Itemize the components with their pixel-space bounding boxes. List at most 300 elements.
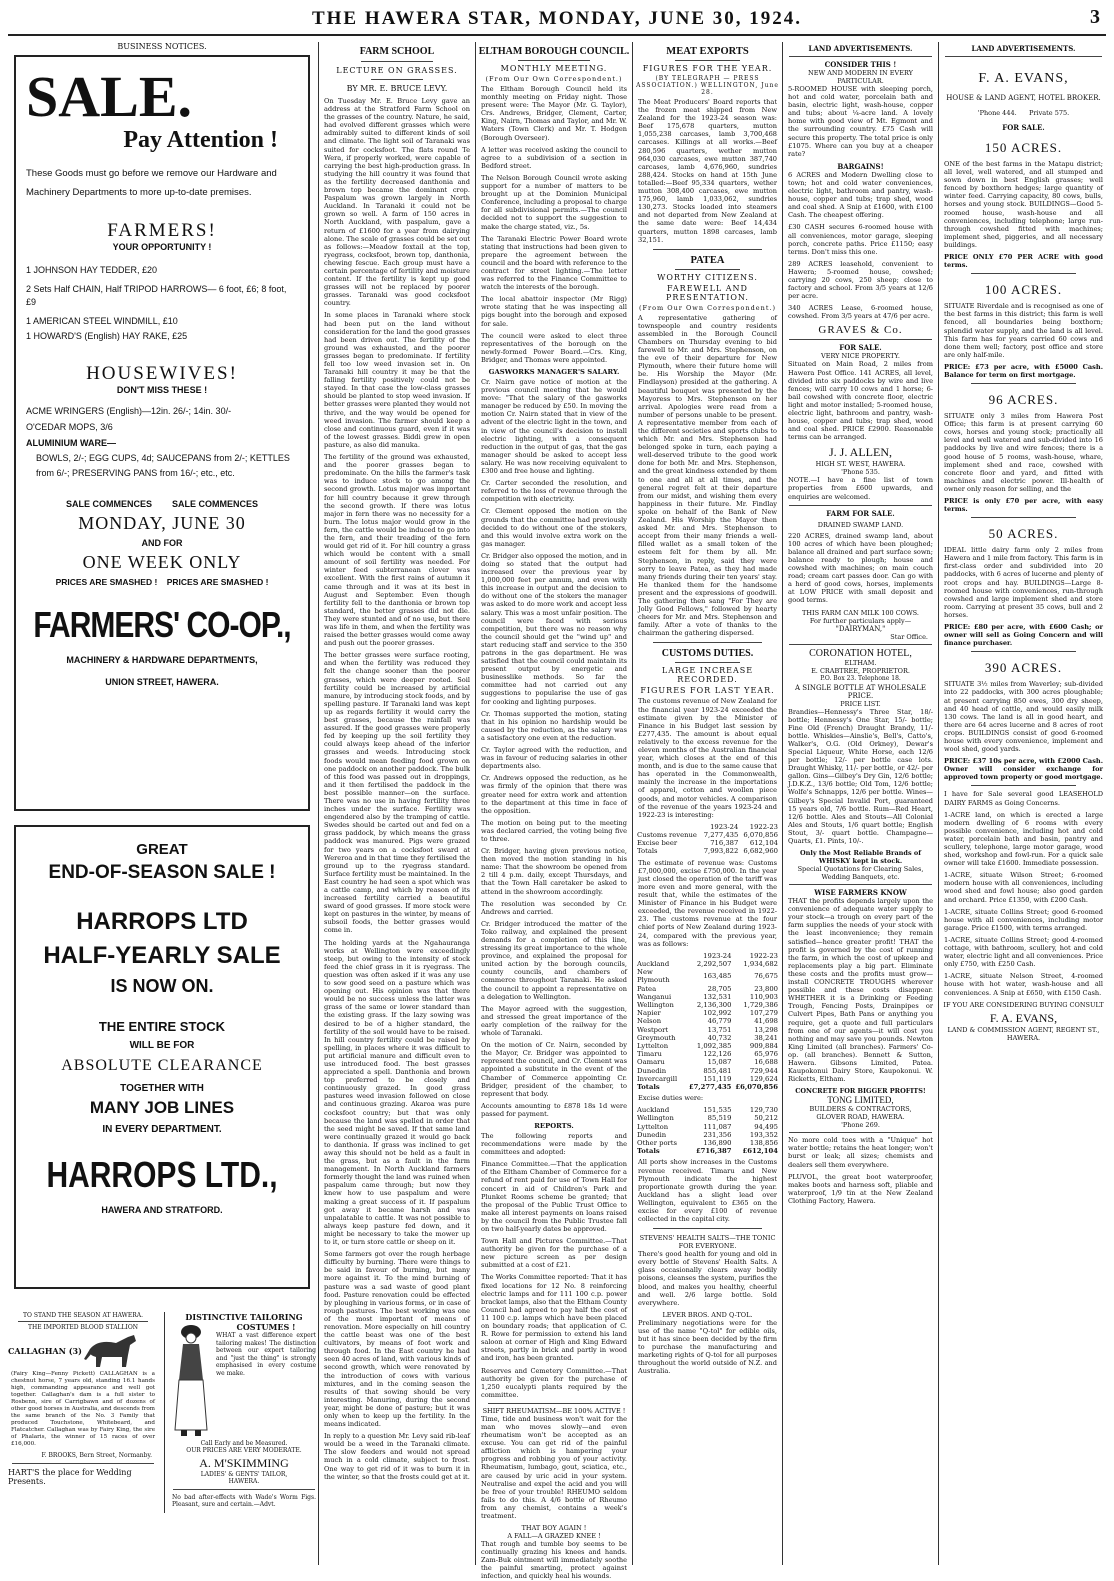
table-cell-label: Auckland xyxy=(637,1106,670,1115)
table-cell-label: Westport xyxy=(637,1025,669,1034)
page-number: 3 xyxy=(1090,6,1100,28)
farm-listing xyxy=(941,392,1106,518)
article-paragraph: Cr. Bridger introduced the matter of the Toko railway, and explained the present demands for a completion of this line, stressing its great importance to the whole province, and explained the proposal for united action by the borough councils, county councils, and chambers of commerce throughout Taranaki. He asked the council to appoint a representative on a delegation to Wellington. xyxy=(481,919,627,1001)
eltham-council-column xyxy=(478,42,630,1581)
sale-date: MONDAY, JUNE 30 xyxy=(78,513,246,533)
article-paragraph: The better grasses were surface rooting, and when the fertility was reduced they felt the change sooner than the poorer grasses, which were deeper rooted. Soil fertility could be increased by artificial manure, by introducing stock foods, and by spelling pasture. If Taranaki land was kept up as regards fertility it would carry the best grasses, because the rainfall was assured. If the good grasses were properly fed by keeping up the soil fertility they could always keep ahead of the inferior grasses and weeds. Introducing stock foods would mean feeding food grown on one paddock on another paddock. The bulk of this food was passed out in droppings, and it then fertilised the paddock in the best possible manner—on the surface. There was no use in having fertility three inches under the surface. Fertility was engendered also by the tramping of cattle. Swedes should be carted out and fed on a grass paddock, by which means the grass paddock was manured. Pigs were grazed for two years on a cocksfoot sward at Wereroa and in that time they fertilised the ground up to the ryegrass standard. Surface fertility must be maintained. In the East country he had seen a spot which was a cattle camp, and which by reason of its increased fertility carried a beautiful sward of good grasses. If more stock were kept on pastures in the winter, by means of subsoil foods, the better grasses would come in. xyxy=(324,651,470,935)
subheading: GASWORKS MANAGER'S SALARY. xyxy=(488,368,620,376)
stallion-name: CALLAGHAN (3) xyxy=(8,1346,82,1356)
farm-office: Star Office. xyxy=(890,632,928,641)
article-paragraph: Accounts amounting to £878 18s 1d were passed for payment. xyxy=(481,1101,627,1118)
and-for: AND FOR xyxy=(141,538,183,548)
town-listing: 1-ACRE, situate Wilson Street; 6-roomed modern house with all conveniences, including wood shed and fowl house; also good garden and orchard. Price £1350, with £200 Cash. xyxy=(944,871,1103,904)
farm-heading: FARM FOR SALE. xyxy=(826,508,895,518)
stallion-advert xyxy=(8,1312,158,1486)
pluvol-advert: PLUVOL, the great boot waterproofer, makes boots and harness soft, pliable and waterproof, 1/9 tin at the New Zealand Clothing Factory, Hawera. xyxy=(788,1172,933,1205)
section-label: LAND ADVERTISEMENTS. xyxy=(971,44,1076,53)
harts-advert: HART'S the place for Wedding Presents. xyxy=(8,1468,132,1486)
table-cell-value: 85,519 xyxy=(707,1114,732,1123)
harrops-together: TOGETHER WITH xyxy=(120,1083,204,1094)
article-paragraph: The council were asked to elect three representatives of the borough on the newly-formed Power Board.—Crs. King, Bridger, and Thomas were appointed. xyxy=(481,331,627,364)
farmers-item: 1 AMERICAN STEEL WINDMILL, £10 xyxy=(26,316,178,326)
table-cell-value: 1,934,682 xyxy=(743,959,778,968)
bargain-item: 340 ACRES Lease, 6-roomed house, cowshed. From 3/5 years at 47/6 per acre. xyxy=(788,304,933,321)
table-cell-value: 38,241 xyxy=(754,1033,778,1042)
customs-text: The customs revenue of New Zealand for the financial year 1923-24 exceeded the estimate given by the Minister of Finance in his Budget last session by £277,435. The amount is about equal relatively to the excess revenue for the eleven months of the Australian financial year, which closes at the end of this month, and is due to the same cause that has operated in the Commonwealth, mainly the increase in the importations of apparel, cotton and woollen piece goods, and motor vehicles. A comparison of the revenue of the years 1923-24 and 1922-23 is interesting: xyxy=(638,697,777,819)
table-cell-value: 909,884 xyxy=(749,1041,778,1050)
column-divider xyxy=(475,42,476,1565)
pay-attention: Pay Attention ! xyxy=(123,127,278,153)
article-paragraph: Cr. Taylor agreed with the reduction, and was in favour of reducing salaries in other departments also. xyxy=(481,746,627,771)
stallion-imported: THE IMPORTED BLOOD STALLION xyxy=(27,1324,139,1331)
tailoring-call: Call Early and be Measured. xyxy=(200,1440,288,1447)
zambuk-advert: That rough and tumble boy seems to be continually grazing his knees and hands. Zam-Buk ointment will immediately soothe the painful smarting, protect against infection, and quickly heal his wounds. xyxy=(481,1540,627,1581)
allen-agent: J. J. ALLEN, xyxy=(829,445,892,460)
farm-listings xyxy=(941,140,1106,786)
coop-departments: MACHINERY & HARDWARE DEPARTMENTS, xyxy=(66,655,258,665)
table-cell-value: 151,119 xyxy=(703,1074,732,1083)
table-cell-value: 16,688 xyxy=(754,1058,778,1067)
article-paragraph: Cr. Thomas supported the motion, stating that in his opinion no hardship would be caused by the reduction, as the salary was a satisfactory one even at the reduction. xyxy=(481,709,627,742)
listing-acres: 100 ACRES. xyxy=(984,282,1063,298)
table-row: Totals 7,993,822 6,682,960 xyxy=(637,847,778,856)
farmers-coop-advert xyxy=(14,55,310,811)
table-cell-label: Totals xyxy=(637,1147,660,1156)
customs-subtitle-2: FIGURES FOR LAST YEAR. xyxy=(640,686,775,696)
tong-trade: BUILDERS & CONTRACTORS, xyxy=(809,1105,912,1114)
customs-title: CUSTOMS DUTIES. xyxy=(661,648,754,660)
table-cell-label: Napier xyxy=(637,1009,661,1018)
article-title: FARM SCHOOL xyxy=(359,46,435,57)
table-row xyxy=(635,1001,780,1009)
meat-text: The Meat Producers' Board reports that the frozen meat shipped from New Zealand for the 1923-24 season was: Beef 175,678 quarters, mutton 1,055,238 carcases, lamb 3,700,468 carcases. Killings at all works.—Beef 280,596 quarters, wether mutton 964,030 carcases, ewe mutton 387,740 carcases, lamb 4,676,960, sundries 288,424. Stocks on hand at 15th June totalled:—Beef 95,334 quarters, wether mutton 308,400 carcases, ewe mutton 175,960, lamb 1,033,062, sundries 130,273. Stocks loaded into steamers and not departed from New Zealand at the same date were: Beef 14,434 quarters, mutton 1898 carcases, lamb 32,151. xyxy=(638,98,777,244)
table-cell-value: 94,495 xyxy=(754,1122,778,1131)
article-paragraph: The fertility of the ground was exhausted, and the poorer grasses began to predominate. On the hills the farmer's task was to induce stock to go among the second growth. Lotus major was important for hill country because it grew through the second growth. If there was lotus major in fern there was no necessity for a burn. The lotus major would grow in the fern, the cattle would be induced to go into the fern, and their treading of the fern would get rid of it. For hill country a grass which would be content with a small amount of soil fertility was needed. For winter feed subterranean clover was excellent. With the first rains of autumn it came through and it was at its best in August and September. Even though fertility fell to the danthonia or brown top standard, the better grasses did not die. They were stunted and of no use, but there was life in them, and when the fertility was raised the better grasses would come away and push out the poorer grasses. xyxy=(324,453,470,648)
housewives-item: O'CEDAR MOPS, 3/6 xyxy=(26,422,113,432)
patea-subtitle-2: FAREWELL AND PRESENTATION. xyxy=(666,283,749,302)
article-paragraph: In reply to a question Mr. Levy said rib-leaf would be a weed in the Taranaki climate. The slow feeders and would not spread much in a cold climate, subject to frost. One way to get rid of it was to burn it in the winter, so that the frosts could get at it. xyxy=(324,1432,470,1481)
article-paragraph: The holding yards at the Ngahauranga works at Wellington were exceedingly steep, but owing to the intensity of stock feed the chief grass in it is ryegrass. The question was often asked if it was any use to sow good seed on a pasture which was opening out. His opinion was that there would be no success unless the latter was grass of the same or lower standard than the existing grass. If the lazy sowing was desired to be of a higher standard, the fertility of the soil would have to be raised. In hill country fertility could be raised by spelling, in places where it was difficult to put artificial manure and difficult even to use introduced food. The best grasses appreciated a spell. Danthonia and brown top preferred to be closely and continuously grazed. In good grass pastures weed invasion followed on close and continuous grazing. Akaroa was pure cocksfoot country; but that was only because the land was spelled in order that the seed might be saved. If that same land were continually grazed it would go back to danthonia. If grass was inclined to get away this should not be held as a fault in the grass, but as a fault in the farm management. In North Auckland farmers formerly thought the land was ruined when paspalum came through; but now they knew how to use paspalum and were making a great success of it. If paspalum got away it became harsh and was unpalatable to cattle. It was not possible to always keep pasture fed down, and it might be necessary to take the mower up to it, or turn store cattle or sheep on it. xyxy=(324,938,470,1247)
article-paragraph: On the motion of Cr. Nairn, seconded by the Mayor, Cr. Bridger was appointed to represent the council, and Cr. Clement was appointed a substitute in the event of the Chamber of Commerce appointing Cr. Bridger, president of the chamber, to represent that body. xyxy=(481,1041,627,1098)
table-cell-label: Dunedin xyxy=(637,1066,667,1075)
evans-trade-footer: LAND & COMMISSION AGENT, REGENT ST., HAWERA. xyxy=(947,1025,1100,1042)
table-cell-value: 102,992 xyxy=(703,1009,732,1018)
coronation-box: P.O. Box 23. Telephone 18. xyxy=(820,674,901,682)
coop-address: UNION STREET, HAWERA. xyxy=(105,677,219,687)
town-listing: 1-ACRE, situate Collins Street; good 4-roomed cottage, with bathroom, scullery, hot and cold water, electric light and all conveniences. Price only £750, with £250 Cash. xyxy=(944,935,1103,969)
table-cell-value: 76,675 xyxy=(754,972,778,981)
listing-price: PRICE: £37 10s per acre, with £2000 Cash. Owner will consider exchange for approved town property or good mortgage. xyxy=(944,757,1103,782)
consider-heading: CONSIDER THIS ! xyxy=(824,60,897,69)
farm-text: 220 ACRES, drained swamp land, about 100 acres of which have been ploughed; balance all drained and part surface sown; balance ready to plough; house and cowshed with machines; on main couch road; cream cart passes door. Can go with a herd of good cows, horses, implements at LOW PRICE with small deposit and good terms. xyxy=(788,531,933,605)
coronation-name: CORONATION HOTEL, xyxy=(809,647,912,659)
bargain-item: £30 CASH secures 6-roomed house with all conveniences, motor garage, sleeping porch, concrete paths. Price £1150; easy terms. Don't miss this one. xyxy=(788,223,933,256)
table-cell-value: 40,732 xyxy=(707,1033,732,1042)
listing-text: SITUATE only 3 miles from Hawera Post Office; this farm is at present carrying 60 cows, horses and young stock; practically all level and well watered and sub-divided into 16 paddocks by live and wire fences; there is a good house of 5 rooms, wash-house, whare, implement shed and race, cowshed with concrete floor and yard, and fitted with machines and electric power. Ill-health of owner only reason for selling, and the xyxy=(944,412,1103,493)
table-cell-label: Auckland xyxy=(637,959,670,968)
listing-price: PRICE: £73 per acre, with £5000 Cash. Balance for term on first mortgage. xyxy=(944,362,1103,379)
listing-acres: 96 ACRES. xyxy=(988,392,1059,408)
table-cell-label: New Plymouth xyxy=(637,968,670,985)
customs-subtitle: LARGE INCREASE RECORDED. xyxy=(661,666,754,685)
article-paragraph: The Mayor agreed with the suggestion, and stressed the great importance of the early completion of the railway for the whole of Taranaki. xyxy=(481,1004,627,1038)
consider-text: 5-ROOMED HOUSE with sleeping porch, hot and cold water, porcelain bath and basin, electric light, wash-house, copper and tubs; about ¼-acre land. A lovely home with good view of Mt. Egmont and the surrounding country. £75 Cash will secure this property. The total price is only £1075. Where can you buy at a cheaper rate? xyxy=(788,85,933,158)
table-cell-value: 41,698 xyxy=(754,1017,778,1026)
farmers-sub: YOUR OPPORTUNITY ! xyxy=(112,242,212,252)
table-row xyxy=(635,1050,780,1058)
tailor-name: A. M'SKIMMING xyxy=(199,1456,289,1470)
lever-heading: LEVER BROS. AND Q-TOL. xyxy=(662,1310,753,1319)
table-cell-label: Timaru xyxy=(637,1050,662,1059)
town-listings xyxy=(941,811,1106,997)
table-row xyxy=(635,1131,780,1139)
masthead xyxy=(0,0,1114,40)
excise-table xyxy=(635,1106,780,1155)
article-paragraph: Cr. Bridger, having given previous notice, then moved the motion standing in his name: That the showroom be opened from 2 till 4 p.m. daily, except Thursdays, and that the Town Hall caretaker be asked to attend in the showroom accordingly. xyxy=(481,847,627,896)
harrops-will-be: WILL BE FOR xyxy=(129,1040,195,1051)
article-paragraph: The following reports and recommendations were made by the committees and adopted: xyxy=(481,1131,627,1157)
table-cell-value: 855,481 xyxy=(703,1066,732,1075)
table-cell-value: 2,136,300 xyxy=(696,1000,732,1009)
meat-telegraph: (BY TELEGRAPH — PRESS ASSOCIATION.) WELLINGTON, June 28. xyxy=(636,75,779,96)
town-listing: 1-ACRE, situate Nelson Street, 4-roomed house with hot water, wash-house and all conveniences. A Snip at £650, with £150 Cash. xyxy=(944,972,1103,997)
table-cell-value: 193,352 xyxy=(749,1130,778,1139)
table-cell-value: £612,104 xyxy=(742,1147,778,1156)
table-cell-label: Oamaru xyxy=(637,1058,665,1067)
table-cell-value: 15,087 xyxy=(707,1058,732,1067)
housewives-item: ACME WRINGERS (English)—12in. 26/-; 14in. 30/- xyxy=(26,406,232,416)
customs-ports-table: 1923-24 1922-23 Auckland 2,292,507 1,934,682 New Plymouth 163,485 76,675 Patea 28,705 23,800 Wanganui 132,531 110,903 Wellington 2,136,300 1,729,386 Napier 102,992 107,279 Nelson 46,779 41,698 Westport 13,751 13,298 Greymouth 40,732 38,241 Lyttelton 1,092,385 909,884 Timaru 122,126 65,976 Oamaru 15,087 16,688 Dunedin 855,481 729,944 Invercargill 151,119 129,624 Totals £7,277,435 £6,070,856 xyxy=(637,951,778,1091)
wise-text: THAT the profits depends largely upon the convenience of adequate water supply to your stock—a trough on every part of the farm supplies the needs of your stock with the least inconvenience; they remain satisfied—hence greater profit! THAT the profit is governed by the cost of running the farm, in which the cost of upkeep and replacements play a big part. Eliminate these costs and the profits must grow—install CONCRETE TROUGHS wherever possible and these costs disappear. WHETHER it is a Drinking or Feeding Trough, Fencing Posts, Drainpipes or Culvert Pipes, Bath Pans or anything you require, get a quote and full particulars from one of our agents—it will cost you nothing and may save you pounds. Newton King Limited (all branches). Farmers' Co-op. (all branches). Bennett & Sutton, Hawera. Gibsons Limited, Patea. Kaupokonui Dairy Store, Kaupokonui. W. Ricketts, Eltham. xyxy=(788,897,933,1084)
sale-heading: SALE. xyxy=(26,64,193,129)
coronation-only: Only the Most Reliable Brands of WHISKY kept in stock. xyxy=(799,849,922,866)
table-row: Customs revenue 7,277,435 6,070,856 xyxy=(637,831,778,840)
sale-sub: VERY NICE PROPERTY. xyxy=(821,352,900,361)
business-notices-column xyxy=(8,42,316,1565)
customs-text-2: The estimate of revenue was: Customs £7,000,000, excise £750,000. In the year just closed the operation of the tariff was more even and more general, with the result that, while the estimates of the Minister of Finance in his Budget were exceeded, the revenue received in 1922-23. The customs revenue at the four chief ports of New Zealand during 1923-24, compared with the previous year, was as follows: xyxy=(638,858,777,948)
patea-text: A representative gathering of townspeople and country residents assembled in the Borough Council Chambers on Thursday evening to bid farewell to Mr. and Mrs. Stephenson, on the eve of their departure for New Plymouth, where their future home will be. His Worship the Mayor (Mr. Findlayson) presided at the gathering. A beautiful bouquet was presented by the Mayoress to Mrs. Stephenson on her arrival. Apologies were read from a number of persons unable to be present. A representative member from each of the different societies and sports clubs to which Mr. and Mrs. Stephenson had belonged spoke in turn, each paying a well-deserved tribute to the good work done for both Mr. and Mrs. Stephenson, and the great kindness extended by them to one and all at all times, and the general regret felt at their departure from our midst, and wishing them every happiness in their future. Mr. Findlay spoke on behalf of the Bank of New Zealand. His Worship the Mayor then asked Mr. and Mrs. Stephenson to accept from their many friends a well-filled wallet as a small token of the esteem felt for them by all. Mr. Stephenson, in reply, said they were sorry to leave Patea, as they had made many friends during their ten years' stay. He thanked them for the handsome present and the expressions of goodwill. The gathering then sang "For They are Jolly Good Fellows," followed by hearty cheers for Mr. and Mrs. Stephenson and family. After a vote of thanks to the chairman the gathering dispersed. xyxy=(638,313,777,638)
lady-costume-illustration xyxy=(169,1322,213,1440)
for-sale-heading: FOR SALE. xyxy=(1002,123,1045,132)
farmers-item: 1 JOHNSON HAY TEDDER, £20 xyxy=(26,265,158,275)
table-row xyxy=(635,1075,780,1083)
graves-agent: GRAVES & Co. xyxy=(818,324,903,337)
sale-commences: SALE COMMENCES SALE COMMENCES xyxy=(65,499,258,509)
table-cell-label: Wellington xyxy=(637,1000,674,1009)
tailoring-advert xyxy=(164,1312,319,1513)
article-subtitle: MONTHLY MEETING. xyxy=(500,64,608,73)
wise-concrete: CONCRETE FOR BIGGER PROFITS! xyxy=(795,1087,926,1096)
patea-title: PATEA xyxy=(690,254,725,266)
town-listing: 1-ACRE, situate Collins Street; good 6-roomed house with all conveniences, including motor garage. Price £1500, with terms arranged. xyxy=(944,907,1103,932)
table-cell-value: 107,279 xyxy=(749,1009,778,1018)
table-cell-value: 231,356 xyxy=(703,1130,732,1139)
article-paragraph: Finance Committee.—That the application of the Eltham Chamber of Commerce for a refund of rent paid for use of Town Hall for concert in aid of Children's Park and Plunket Rooms scheme be granted; that the proposal of the Public Trust Office to make all interest payments on loans raised by the council from the Public Trustee fall on two half-yearly dates be approved. xyxy=(481,1160,627,1233)
harrops-absolute-clearance: ABSOLUTE CLEARANCE xyxy=(61,1057,263,1074)
table-cell-value: 163,485 xyxy=(703,972,732,981)
column-divider xyxy=(632,42,633,1565)
table-cell-label: Nelson xyxy=(637,1017,662,1026)
farmers-item: 1 HOWARD'S (English) HAY RAKE, £25 xyxy=(26,331,188,341)
article-paragraph: On Tuesday Mr. E. Bruce Levy gave an address at the Stratford Farm School on the grasses of the country. Nature, he said, had evolved different grasses which were admirably suited to different kinds of soil and climate. The light soil of Taranaki was suited for cocksfoot. The flats round Te Wera, if properly worked, were capable of carrying the best high-production grass. In studying the hill country it was found that as the fertility decreased danthonia and brown top became the dominant crop. Paspalum was grown largely in North Auckland. In Taranaki it could not be grown so well. A farm of 150 acres in North Auckland, with paspalum, gave a return of £1600 for a year from dairying alone. The scale of grasses could be set out as follows:—Meadow foxtail at the top, ryegrass, cocksfoot, brown top, danthonia, chewing fescue. Each group must have a certain percentage of fertility and moisture content. If the fertility is kept up good grasses will not be replaced by poorer grasses. Taranaki was good cocksfoot country. xyxy=(324,97,470,308)
customs-revenue-table: 1923-24 1922-23 Customs revenue 7,277,435 6,070,856 Excise beer 716,387 612,104 Totals 7,993,822 6,682,960 xyxy=(637,822,778,856)
listing-price: PRICE is only £70 per acre, with easy terms. xyxy=(944,497,1103,514)
stallion-head: TO STAND THE SEASON AT HAWERA. xyxy=(23,1312,143,1319)
farm-listing xyxy=(941,526,1106,652)
article-paragraph: Cr. Bridger also opposed the motion, and in doing so stated that the output had increased over the previous year by 1,000,000 feet per annum, and even with this increase in output and the decision to do without one of the stokers the manager was asked to do more work and accept less salary. This was a most unfair position. The council were faced with serious competition, but there was no reason why the council should get the "wind up" and start reducing staff and service to the 350 patrons in the gas department. He was satisfied that the council could maintain its present output by energetic and businesslike methods. So far the committee had not carried out any suggestions to popularise the use of gas for cooking and lighting purposes. xyxy=(481,551,627,706)
table-cell-value: 13,298 xyxy=(754,1025,778,1034)
table-row: Excise beer 716,387 612,104 xyxy=(637,839,778,848)
farmers-coop-name: FARMERS' CO-OP., xyxy=(33,605,291,646)
harrops-entire-stock: THE ENTIRE STOCK xyxy=(98,1019,226,1034)
table-cell-label: Wanganui xyxy=(637,992,672,1001)
consider-sub: NEW AND MODERN IN EVERY PARTICULAR. xyxy=(808,69,913,85)
allen-note: NOTE.—I have a fine list of town properties from £600 upwards, and enquiries are welcomed. xyxy=(788,476,933,501)
table-row xyxy=(635,968,780,984)
tailor-town: HAWERA. xyxy=(228,1478,260,1485)
table-row xyxy=(635,1042,780,1050)
harrops-ltd: HARROPS LTD xyxy=(76,908,248,935)
table-cell-value: 111,087 xyxy=(703,1122,732,1131)
rheumo-advert: Time, tide and business won't wait for the man who moves slowly—and even rheumatism won't be accepted as an excuse. You can get rid of the painful affliction which is hampering your progress and robbing you of your activity. Rheumatism, lumbago, gout, sciatica, etc., are caused by uric acid in your system. Neutralise and expel the acid and you will be free of your trouble! RHEUMO seldom fails to do this. A 4/6 bottle of Rheumo from any chemist, contains a week's treatment. xyxy=(481,1414,627,1520)
article-paragraph: The resolution was seconded by Cr. Andrews and carried. xyxy=(481,899,627,916)
harrops-every-department: IN EVERY DEPARTMENT. xyxy=(102,1124,222,1135)
farm-listing xyxy=(941,660,1106,786)
evans-name: F. A. EVANS, xyxy=(978,71,1069,86)
table-cell-label: Dunedin xyxy=(637,1130,667,1139)
coronation-special: Special Quotations for Clearing Sales, Wedding Banquets, etc. xyxy=(797,865,924,882)
evans-name-footer: F. A. EVANS, xyxy=(989,1010,1058,1025)
table-row xyxy=(635,1026,780,1034)
patea-subtitle: WORTHY CITIZENS. xyxy=(657,272,758,282)
harrops-towns: HAWERA AND STRATFORD. xyxy=(101,1205,223,1215)
zambuk-heading: THAT BOY AGAIN ! xyxy=(521,1524,587,1533)
rheumo-heading: SHIFT RHEUMATISM—BE 100% ACTIVE ! xyxy=(482,1406,626,1415)
listing-acres: 150 ACRES. xyxy=(984,140,1063,155)
table-cell-value: 46,779 xyxy=(707,1017,732,1026)
article-paragraph: The Eltham Borough Council held its monthly meeting on Friday night. Those present were: The Mayor (Mr. G. Taylor), Crs. Andrews, Bridger, Clement, Carter, King, Nairn, Thomas and Taylor, and Mr. W. Waters (Town Clerk) and Mr. T. Hodgen (Borough Overseer). xyxy=(481,85,627,142)
table-cell-value: 13,751 xyxy=(707,1025,732,1034)
tong-firm: TONG LIMITED, xyxy=(827,1095,894,1106)
excise-heading: Excise duties were: xyxy=(638,1094,704,1103)
article-paragraph: Cr. Nairn gave notice of motion at the previous council meeting that he would move: "That the salary of the gasworks manager be reduced by £50. In moving the motion Cr. Nairn stated that in view of the advent of the electric light in the town, and in view of the council's decision to install electric lighting, with a consequent reduction in the output of gas, that the gas manager should be asked to accept less salary. He was now receiving equivalent to £300 and free house and lighting. xyxy=(481,378,627,476)
article-paragraph: In some places in Taranaki where stock had been put on the land without consideration for the land the good grasses had been driven out. The fertility of the ground was exhausted, and the poorer grasses began to predominate. If fertility fell too low weed invasion set in. On Taranaki hill country it may be that the falling fertility positively could not be stayed. In that case the low-class grasses should be planted to stop weed invasion. If better grasses were planted they would not thrive, and the way would be opened for weed invasion. The farmer should keep a close and continuous guard, even if it was of the lowest grasses. Biddi grew in open pasture, as also did manuka. xyxy=(324,311,470,449)
article-paragraph: Cr. Clement opposed the motion on the grounds that the committee had previously decided to do without one of the stokers, and this would involve extra work on the gas manager. xyxy=(481,507,627,548)
table-cell-label: Lyttelton xyxy=(637,1041,669,1050)
table-row xyxy=(635,1017,780,1025)
leasehold-note: I have for Sale several good LEASEHOLD DAIRY FARMS as Going Concerns. xyxy=(944,790,1103,807)
evans-column xyxy=(941,42,1106,1565)
listing-price: PRICE: £80 per acre, with £600 Cash; or owner will sell as Going Concern and will finance purchaser. xyxy=(944,623,1103,648)
harrops-many-job-lines: MANY JOB LINES xyxy=(89,1098,235,1117)
news-column xyxy=(635,42,780,1565)
table-cell-value: 151,535 xyxy=(703,1106,732,1115)
tailoring-text: WHAT a vast difference expert tailoring makes! The distinction between our expert tailoring and "just the thing" is strongly emphasised in every costume we make. xyxy=(216,1332,316,1377)
table-cell-label: Wellington xyxy=(637,1114,674,1123)
aluminium-items: BOWLS, 2/-; EGG CUPS, 4d; SAUCEPANS from 2/-; KETTLES from 6/-; PRESERVING PANS from 16/-; etc., etc. xyxy=(36,453,290,478)
table-row xyxy=(635,985,780,993)
stallion-owner: F. BROOKS, Bern Street, Normanby. xyxy=(41,1452,152,1459)
allen-phone: 'Phone 535. xyxy=(841,468,880,477)
table-cell-label: Lyttelton xyxy=(637,1122,669,1131)
table-cell-value: 129,624 xyxy=(749,1074,778,1083)
listing-acres: 50 ACRES. xyxy=(988,526,1059,542)
farm-listing xyxy=(941,282,1106,384)
correspondent: (From Our Own Correspondent.) xyxy=(485,75,623,83)
customs-text-3: All ports show increases in the Customs revenue received. Timaru and New Plymouth indicate the highest proportionate growth during the year. Auckland has a slight lead over Wellington, equivalent to £365 on the excise for every £100 of revenue collected in the capital city. xyxy=(638,1158,777,1224)
harrops-advert xyxy=(14,825,310,1289)
table-cell-value: 136,890 xyxy=(703,1139,732,1148)
tailoring-sub: COSTUMES ! xyxy=(236,1322,296,1332)
article-paragraph: Some farmers got over the rough herbage difficulty by burning. There were things to be said in favour of burning, but many more against it. To the mind burning of pasture was a sad waste of good plant food. Pasture renovation could be effected by ploughing in various forms, or in case of rough pastures. The best working was one of the most important of means of renovation. More especially on hill country the cattle beast was one of the best cultivators, by means of foot work and through food. In the East country he had seen 40 acres of land, with various kinds of second growth, which were renovated by the introduction of cows with various mixtures, and in the coming season the results of that sowing should be very interesting. Manuring, during the second year, might be done of pasture; but it was only when to keep up the fertility. In the means indicated. xyxy=(324,1250,470,1429)
listing-acres: 390 ACRES. xyxy=(984,660,1063,676)
table-cell-label: Patea xyxy=(637,984,657,993)
meat-title: MEAT EXPORTS xyxy=(666,46,749,57)
harrops-great: GREAT xyxy=(136,841,188,858)
aluminium-heading: ALUMINIUM WARE— xyxy=(26,438,116,448)
newspaper-title: THE HAWERA STAR, MONDAY, JUNE 30, 1924. xyxy=(311,8,803,29)
town-listing: 1-ACRE land, on which is erected a large modern dwelling of 6 rooms with every possible convenience, including hot and cold water, porcelain bath and basin, pantry and scullery, telephone, large motor garage, wood shed, workshop and fowl-run. For a quick sale owner will take £1600. Immediate possession. xyxy=(944,810,1103,868)
table-cell-value: 28,705 xyxy=(707,984,732,993)
tailoring-prices: OUR PRICES ARE VERY MODERATE. xyxy=(186,1447,302,1454)
article-paragraph: Reserves and Cemetery Committee.—That authority be given for the purchase of 1,250 eucalypti plants required by the committee. xyxy=(481,1366,627,1399)
table-cell-label: Other ports xyxy=(637,1139,678,1148)
table-cell-value: 1,092,385 xyxy=(696,1041,732,1050)
listing-text: ONE of the best farms in the Matapu district; all level, well watered, and all stumped and sown down in best English grasses; well fenced by boxthorn hedges; large quantity of winter feed. Carrying capacity, 80 cows, bulls, horses and young stock. BUILDINGS—Good 5-roomed house, wash-house and all conveniences, including telephone; large run-through cowshed fitted with machines; implement shed, piggeries, and all necessary buildings. xyxy=(944,160,1103,249)
table-cell-value: £7,277,435 xyxy=(688,1082,732,1091)
article-paragraph: The motion on being put to the meeting was declared carried, the voting being five to three. xyxy=(481,818,627,843)
evans-phone: 'Phone 444. Private 575. xyxy=(977,109,1070,117)
coronation-price-list: PRICE LIST. xyxy=(840,699,881,708)
evans-trade: HOUSE & LAND AGENT, HOTEL BROKER. xyxy=(946,94,1101,102)
farm-milk: THIS FARM CAN MILK 100 COWS. xyxy=(802,608,919,617)
table-row xyxy=(635,1106,780,1114)
housewives-sub: DON'T MISS THESE ! xyxy=(116,385,208,395)
tong-phone: 'Phone 269. xyxy=(841,1121,880,1130)
article-paragraph: Town Hall and Pictures Committee.—That authority be given for the purchase of a new picture screen as per design submitted at a cost of £21. xyxy=(481,1237,627,1270)
table-cell-value: 138,856 xyxy=(749,1139,778,1148)
table-cell-label: Totals xyxy=(637,1082,660,1091)
horse-illustration xyxy=(82,1331,142,1371)
one-week-only: ONE WEEK ONLY xyxy=(82,552,242,572)
article-paragraph: A letter was received asking the council to agree to a subdivision of a section in Bedford street. xyxy=(481,145,627,170)
unique-advert: No more cold toes with a "Unique" hot water bottle; retains the heat longer; won't burst or leak; all sizes; chemists and dealers sell them everywhere. xyxy=(788,1136,933,1169)
table-row xyxy=(635,1083,780,1091)
table-row xyxy=(635,1139,780,1147)
harrops-half-yearly: HALF-YEARLY SALE xyxy=(43,942,281,969)
section-label: BUSINESS NOTICES. xyxy=(117,42,207,51)
consult-note: IF YOU ARE CONSIDERING BUYING CONSULT xyxy=(943,1000,1104,1009)
listing-text: IDEAL little dairy farm only 2 miles from Hawera and 1 mile from factory. This farm is in first-class order and subdivided into 20 paddocks, with 6 acres of lucerne and plenty of root crops and hay. BUILDINGS—Large 8-roomed house with conveniences, run-through cowshed and large implement shed and store room. Carrying at present 35 cows, bull and 2 horses. xyxy=(944,546,1103,619)
farm-listing xyxy=(941,140,1106,274)
sale-notice: These Goods must go before we remove our Hardware and Machinery Departments to more up-to-date premises. xyxy=(26,168,277,198)
table-cell-value: £716,387 xyxy=(695,1147,732,1156)
table-row xyxy=(635,1147,780,1155)
table-cell-value: 50,212 xyxy=(754,1114,778,1123)
table-cell-value: 110,903 xyxy=(749,992,778,1001)
table-cell-value: £6,070,856 xyxy=(735,1082,778,1091)
article-paragraph: The local abattoir inspector (Mr Rigg) wrote stating that he was inspecting all pigs bought into the borough and exposed for sale. xyxy=(481,295,627,328)
bargain-item: 6 ACRES and Modern Dwelling close to town; hot and cold water conveniences, electric light, bathroom and pantry, wash-house, copper and tubs; trap shed, wood and coal shed. A Snip at £1600, with £100 Cash. The cheapest offering. xyxy=(788,170,933,220)
table-cell-value: 132,531 xyxy=(703,992,732,1001)
farm-dairyman: "DAIRYMAN," xyxy=(835,624,886,633)
column-divider xyxy=(782,42,783,1565)
listing-price: PRICE ONLY £70 PER ACRE with good terms. xyxy=(944,253,1103,270)
farmers-item: 2 Sets Half CHAIN, Half TRIPOD HARROWS— 6 foot, £6; 8 foot, £9 xyxy=(26,284,287,307)
article-paragraph: Cr. Carter seconded the resolution, and referred to the loss of revenue through the competition with electricity. xyxy=(481,479,627,504)
column-divider xyxy=(938,42,939,1565)
lever-text: Preliminary negotiations were for the use of the name "Q-tol" for edible oils, but it has since been decided by the firm to purchase the manufacturing and marketing rights of Q-tol for all purposes throughout the world outside of N.Z. and Australia. xyxy=(638,1318,777,1376)
coronation-town: ELTHAM. xyxy=(844,658,877,667)
tong-address: GLOVER ROAD, HAWERA. xyxy=(816,1113,905,1122)
table-cell-value: 1,729,386 xyxy=(743,1000,778,1009)
table-row xyxy=(635,1114,780,1122)
table-row xyxy=(635,1034,780,1042)
table-cell-value: 729,944 xyxy=(749,1066,778,1075)
land-ads-column xyxy=(785,42,936,1565)
stevens-heading: STEVENS' HEALTH SALTS—THE TONIC FOR EVERYONE. xyxy=(639,1234,776,1251)
harrops-name: HARROPS LTD., xyxy=(46,1155,278,1196)
tailoring-heading: DISTINCTIVE TAILORING xyxy=(185,1312,303,1322)
zambuk-subheading: A FALL—A GRAZED KNEE ! xyxy=(507,1532,601,1541)
farmers-heading: FARMERS! xyxy=(107,220,217,241)
listing-text: SITUATE Riverdale and is recognised as one of the best farms in this district; this farm is well fenced, all boundaries being boxthorn; splendid water supply, and the land is all level. This farm has for years carried 60 cows and done them well; factory, post office and store are only half-mile. xyxy=(944,302,1103,359)
article-paragraph: The Nelson Borough Council wrote asking support for a number of matters to be brought up at the Dominion Municipal Conference, including a proposal to charge for all subdivisional permits.—The council decided not to support the suggestion to make the charge stated, viz., 5s. xyxy=(481,173,627,231)
article-subtitle: LECTURE ON GRASSES. xyxy=(336,66,458,75)
coronation-single: A SINGLE BOTTLE AT WHOLESALE PRICE. xyxy=(795,683,926,700)
coronation-text: Brandies—Hennessy's Three Star, 18/- bottle; Hennessy's One Star, 15/- bottle; Fine Old (French) Draught Brandy, 11/- bottle. Whiskies—Ainslie's, Bell's, Catto's, Walker's, O.G. (Old Orkney), Dewar's Special Liqueur, White Horse, each 12/6 per bottle; 12/- per bottle case lots. Draught Whisky, 11/- per bottle, or 42/- per gallon. Gins—Gilbey's Dry Gin, 12/6 bottle; J.D.K.Z., 13/6 bottle; Old Tom, 12/6 bottle; Wolfe's Schnapps, 12/6 per bottle. Wines—Gilbey's Special Invalid Port, guaranteed 15 years old, 7/6 bottle. Rum—Red Heart, 12/6 bottle. Ales and Stouts—All Colonial Ales and Stouts, 1/6 quart bottle; English Stout, 3/- quart bottle. Champagne—Quarts, £1. Pints, 10/-. xyxy=(788,707,933,845)
table-cell-label: Greymouth xyxy=(637,1033,676,1042)
masthead-rule xyxy=(8,34,1106,36)
wise-heading: WISE FARMERS KNOW xyxy=(814,888,907,898)
housewives-heading: HOUSEWIVES! xyxy=(86,363,238,384)
farm-sub: DRAINED SWAMP LAND. xyxy=(817,520,904,529)
sale-text: Situated on Main Road, 2 miles from Hawera Post Office. 141 ACRES, all level, divided into six paddocks by wire and live fences; will carry 10 cows and 1 horse; 6-bail cowshed with concrete floor, electric light and motor installed; 5-roomed house, electric light, bathroom and pantry, wash-house, copper and tubs; trap shed, wood and coal shed. PRICE £2900. Reasonable terms can be arranged. xyxy=(788,360,933,442)
table-cell-value: 129,730 xyxy=(749,1106,778,1115)
article-paragraph: The Taranaki Electric Power Board wrote stating that instructions had been given to prepare the agreement between the council and the board with reference to the contract for street lighting.—The letter was referred to the Finance Committee to watch the interests of the borough. xyxy=(481,234,627,292)
table-cell-value: 122,126 xyxy=(703,1050,732,1059)
stallion-text: (Fairy King—Fenny Pickett) CALLAGHAN is a chestnut horse, 7 years old, standing 16.1 hands high, commanding appearance and well got together. Callaghan's dam is a full sister to Rosbenn, sire of Carrigbawn and of dozens of other good horses in Australia, and descends from the same branch of the No. 3 Family that produced Touchstone, Whitebeard, and Flatcatcher. Callaghan was by Fairy King, the sire of Phalaris, the winner of 15 races of over £16,000. xyxy=(11,1371,155,1447)
article-paragraph: Cr. Andrews opposed the reduction, as he was firmly of the opinion that there was greater need for extra work and attention to the department at this time in face of the opposition. xyxy=(481,774,627,815)
harrops-end-of-season: END-OF-SEASON SALE ! xyxy=(48,862,276,883)
table-row xyxy=(635,993,780,1001)
section-label: LAND ADVERTISEMENTS. xyxy=(808,44,913,53)
listing-text: SITUATE 3½ miles from Waverley; sub-divided into 22 paddocks, with 300 acres ploughable; at present carrying 850 ewes, 300 dry sheep, and 40 head of cattle, and would easily milk 130 cows. The land is all in good heart, and there are 64 acres lucerne and 8 acres of root crops. BUILDINGS consist of good 6-roomed house with every convenience, implement and wool shed, good yards. xyxy=(944,680,1103,754)
tailor-trade: LADIES' & GENTS' TAILOR, xyxy=(200,1471,288,1478)
subheading: REPORTS. xyxy=(534,1121,574,1130)
stevens-advert: There's good health for young and old in every bottle of Stevens' Health Salts. A glass occasionally clears away bodily poisons, cleanses the system, purifies the blood, and makes you healthy, cheerful and well. 2/6 large bottle. Sold everywhere. xyxy=(638,1250,777,1307)
table-cell-value: 65,976 xyxy=(754,1050,778,1059)
farm-school-column xyxy=(321,42,473,1565)
table-cell-value: 23,800 xyxy=(754,984,778,993)
meat-subtitle: FIGURES FOR THE YEAR. xyxy=(642,64,773,73)
wade-advert: No bad after-effects with Wade's Worm Figs. Pleasant, sure and certain.—Advt. xyxy=(172,1494,316,1509)
table-row xyxy=(635,1067,780,1075)
table-cell-value: 2,292,507 xyxy=(696,959,732,968)
table-row xyxy=(635,1058,780,1066)
table-row xyxy=(635,1009,780,1017)
farm-further: For further particulars apply— xyxy=(809,616,912,625)
correspondent: (From Our Own Correspondent.) xyxy=(638,303,777,312)
coronation-proprietor: E. CRABTREE, PROPRIETOR. xyxy=(811,666,910,675)
table-row xyxy=(635,1123,780,1131)
allen-address: HIGH ST. WEST, HAWERA. xyxy=(815,460,906,469)
table-row xyxy=(635,960,780,968)
sale-heading: FOR SALE. xyxy=(839,343,882,353)
bargain-item: 289 ACRES leasehold, convenient to Hawera; 5-roomed house, cowshed; carrying 20 cows, 250 sheep; close to factory and school. From 3/5 years at 12/6 per acre. xyxy=(788,259,933,301)
article-title: ELTHAM BOROUGH COUNCIL. xyxy=(478,46,630,57)
article-byline: BY MR. E. BRUCE LEVY. xyxy=(346,84,448,93)
